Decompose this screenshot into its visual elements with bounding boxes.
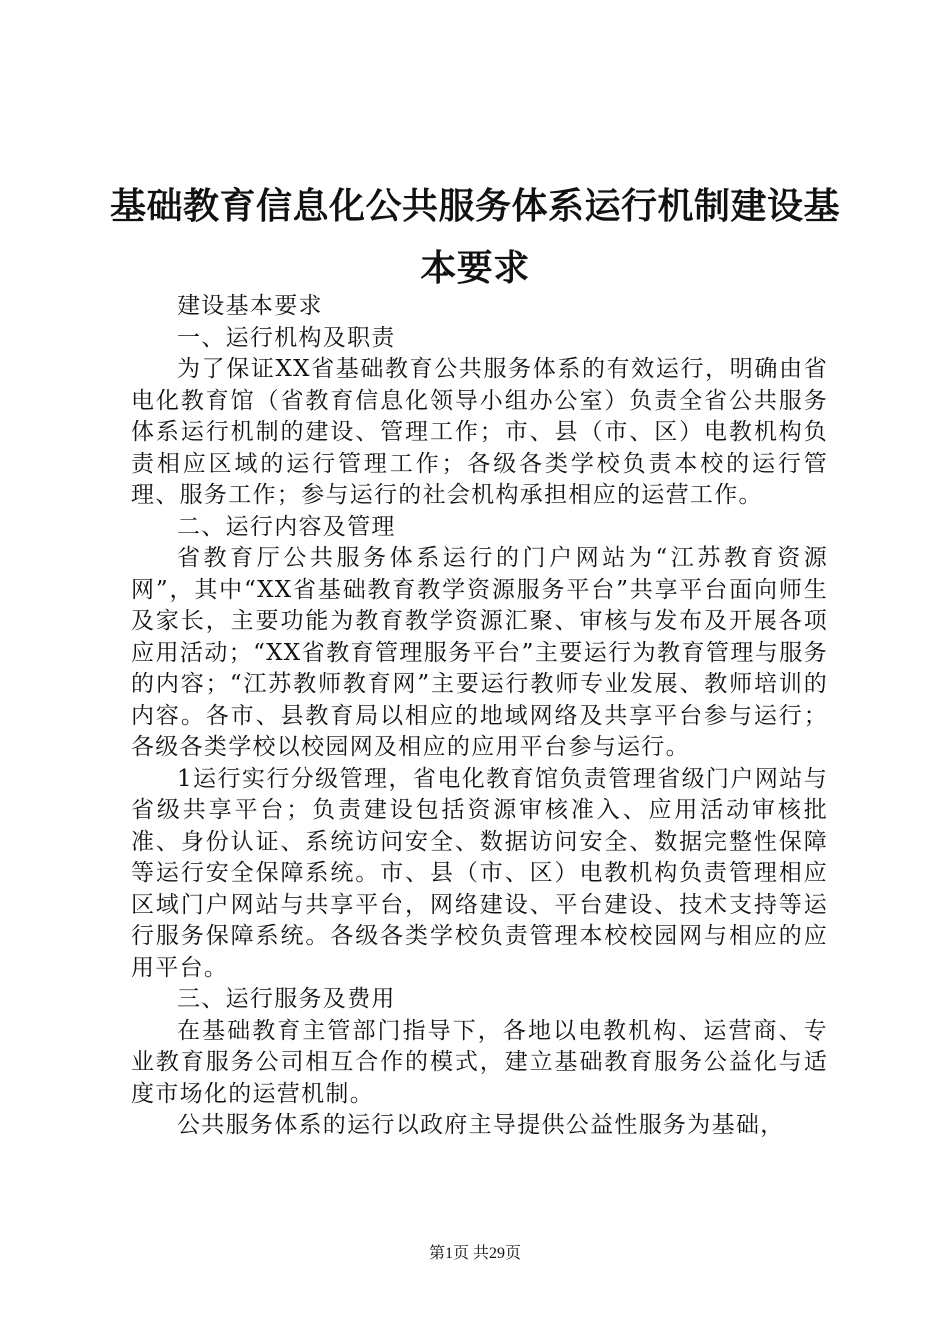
- paragraph: 公共服务体系的运行以政府主导提供公益性服务为基础，: [177, 1112, 785, 1138]
- paragraph: 为了保证XX省基础教育公共服务体系的有效运行，明确由省电化教育馆（省教育信息化领导小组办公室）负责全省公共服务体系运行机制的建设、管理工作；市、县（市、区）电教机构负责相应区域的运行管理工作；各级各类学校负责本校的运行管理、服务工作；参与运行的社会机构承担相应的运营工作。: [131, 356, 828, 508]
- section-heading-3: 三、运行服务及费用: [177, 986, 396, 1012]
- section-heading-1: 一、运行机构及职责: [177, 324, 396, 351]
- paragraph: 省教育厅公共服务体系运行的门户网站为“江苏教育资源网”，其中“XX省基础教育教学资源服务平台”共享平台面向师生及家长，主要功能为教育教学资源汇聚、审核与发布及开展各项应用活动；“XX省教育管理服务平台”主要运行为教育管理与服务的内容；“江苏教师教育网”主要运行教师专业发展、教师培训的内容。各市、县教育局以相应的地域网络及共享平台参与运行；各级各类学校以校园网及相应的应用平台参与运行。: [131, 545, 828, 760]
- section-heading-2: 二、运行内容及管理: [177, 513, 396, 540]
- paragraph: 在基础教育主管部门指导下，各地以电教机构、运营商、专业教育服务公司相互合作的模式，建立基础教育服务公益化与适度市场化的运营机制。: [131, 1017, 828, 1107]
- paragraph: 1运行实行分级管理，省电化教育馆负责管理省级门户网站与省级共享平台；负责建设包括资源审核准入、应用活动审核批准、身份认证、系统访问安全、数据访问安全、数据完整性保障等运行安全保障系统。市、县（市、区）电教机构负责管理相应区域门户网站与共享平台，网络建设、平台建设、技术支持等运行服务保障系统。各级各类学校负责管理本校校园网与相应的应用平台。: [131, 765, 828, 981]
- document-body: [131, 291, 828, 1142]
- document-title: 基础教育信息化公共服务体系运行机制建设基本要求: [110, 186, 841, 289]
- section-heading-intro: 建设基本要求: [177, 293, 323, 319]
- page-footer: 第1页 共29页: [428, 1245, 521, 1262]
